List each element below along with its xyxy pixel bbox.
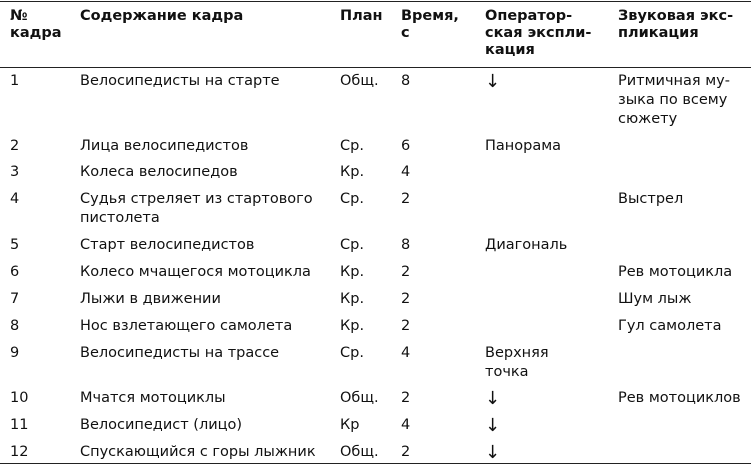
cell-frame-number: 12 xyxy=(10,444,29,460)
cell-sound: сюжету xyxy=(618,111,678,127)
header-camera: Оператор- xyxy=(485,8,573,24)
cell-camera: точка xyxy=(485,364,529,380)
cell-content: Велосипедисты на старте xyxy=(80,73,280,89)
cell-sound: Рев мотоциклов xyxy=(618,390,741,406)
cell-sound: Ритмичная му- xyxy=(618,73,730,89)
down-arrow-icon: ↓ xyxy=(485,71,501,92)
cell-plan: Ср. xyxy=(340,191,364,207)
cell-frame-number: 1 xyxy=(10,73,20,89)
cell-content: Судья стреляет из стартового xyxy=(80,191,313,207)
cell-frame-number: 9 xyxy=(10,345,20,361)
cell-time: 2 xyxy=(401,291,411,307)
down-arrow-icon: ↓ xyxy=(485,415,501,436)
cell-camera: Диагональ xyxy=(485,237,568,253)
header-plan: План xyxy=(340,8,383,24)
header-content: Содержание кадра xyxy=(80,8,244,24)
cell-frame-number: 8 xyxy=(10,318,20,334)
cell-plan: Ср. xyxy=(340,237,364,253)
header-sound: Звуковая экс- xyxy=(618,8,734,24)
table-header-rule xyxy=(0,67,751,68)
down-arrow-icon: ↓ xyxy=(485,442,501,463)
cell-sound: Рев мотоцикла xyxy=(618,264,733,280)
cell-time: 4 xyxy=(401,164,411,180)
cell-frame-number: 3 xyxy=(10,164,20,180)
cell-sound: Шум лыж xyxy=(618,291,692,307)
cell-time: 2 xyxy=(401,191,411,207)
cell-plan: Кр. xyxy=(340,164,365,180)
cell-content: Колеса велосипедов xyxy=(80,164,238,180)
down-arrow-icon: ↓ xyxy=(485,388,501,409)
cell-time: 8 xyxy=(401,237,411,253)
cell-content: Мчатся мотоциклы xyxy=(80,390,226,406)
cell-time: 2 xyxy=(401,318,411,334)
cell-frame-number: 2 xyxy=(10,138,20,154)
cell-content: Велосипедисты на трассе xyxy=(80,345,280,361)
cell-frame-number: 4 xyxy=(10,191,20,207)
cell-time: 4 xyxy=(401,345,411,361)
header-num: кадра xyxy=(10,25,62,41)
cell-frame-number: 6 xyxy=(10,264,20,280)
cell-plan: Кр. xyxy=(340,291,365,307)
header-time: Время, xyxy=(401,8,459,24)
header-time: с xyxy=(401,25,410,41)
cell-content: Лица велосипедистов xyxy=(80,138,249,154)
cell-frame-number: 7 xyxy=(10,291,20,307)
cell-content: Старт велосипедистов xyxy=(80,237,255,253)
cell-plan: Ср. xyxy=(340,345,364,361)
cell-time: 4 xyxy=(401,417,411,433)
cell-plan: Кр xyxy=(340,417,360,433)
cell-content: Спускающийся с горы лыжник xyxy=(80,444,316,460)
cell-time: 2 xyxy=(401,390,411,406)
cell-content: Лыжи в движении xyxy=(80,291,221,307)
cell-sound: Гул самолета xyxy=(618,318,722,334)
table-bottom-rule xyxy=(0,463,751,464)
cell-time: 6 xyxy=(401,138,411,154)
cell-content: Велосипедист (лицо) xyxy=(80,417,243,433)
cell-plan: Кр. xyxy=(340,264,365,280)
cell-time: 2 xyxy=(401,444,411,460)
cell-plan: Общ. xyxy=(340,444,379,460)
cell-frame-number: 5 xyxy=(10,237,20,253)
cell-frame-number: 11 xyxy=(10,417,29,433)
cell-plan: Ср. xyxy=(340,138,364,154)
cell-sound: зыка по всему xyxy=(618,92,728,108)
cell-plan: Кр. xyxy=(340,318,365,334)
cell-time: 2 xyxy=(401,264,411,280)
cell-frame-number: 10 xyxy=(10,390,29,406)
cell-content: Нос взлетающего самолета xyxy=(80,318,293,334)
cell-camera: Панорама xyxy=(485,138,562,154)
cell-plan: Общ. xyxy=(340,390,379,406)
cell-time: 8 xyxy=(401,73,411,89)
table-top-rule xyxy=(0,1,751,2)
header-num: № xyxy=(10,8,28,24)
cell-sound: Выстрел xyxy=(618,191,684,207)
cell-content: пистолета xyxy=(80,210,160,226)
cell-content: Колесо мчащегося мотоцикла xyxy=(80,264,311,280)
header-camera: кация xyxy=(485,42,535,58)
header-sound: пликация xyxy=(618,25,699,41)
header-camera: ская экспли- xyxy=(485,25,592,41)
cell-camera: Верхняя xyxy=(485,345,549,361)
cell-plan: Общ. xyxy=(340,73,379,89)
